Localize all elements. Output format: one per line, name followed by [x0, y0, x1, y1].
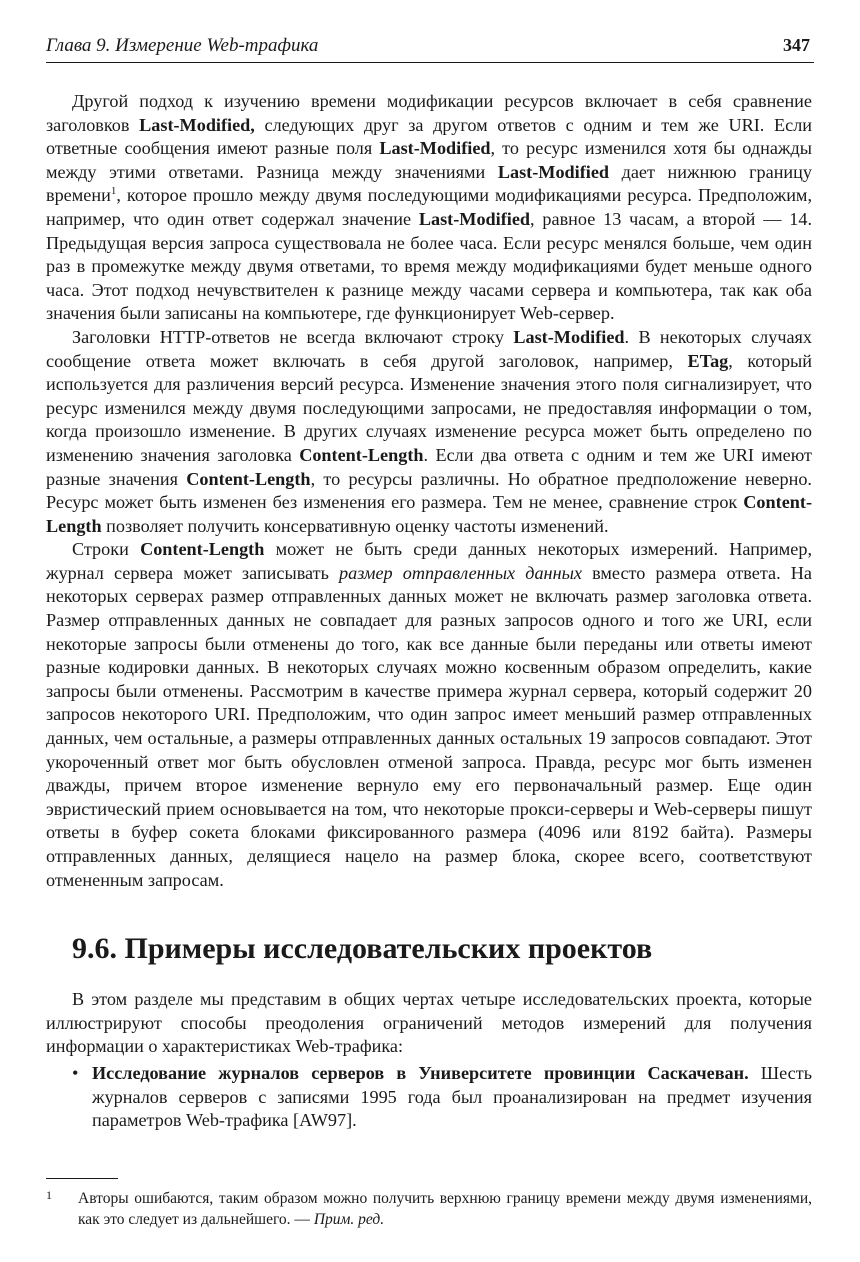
paragraph-http-headers: Заголовки HTTP-ответов не всегда включают строку Last-Modified. В некоторых случаях сообщение ответа может включать в себя другой заголовок, например, ETag, который используется для различения версий ресурса. Изменение значения этого поля сигнализирует, что ресурс изменился между двумя последующими запросами, не предоставляя информации о том, когда произошло изменение. В других случаях изменение ресурса может быть определено по изменению значения заголовка Content-Length. Если два ответа с одним и тем же URI имеют разные значения Content-Length, то ресурсы различны. Но обратное предположение неверно. Ресурс может быть изменен без изменения его размера. Тем не менее, сравнение строк Content-Length позволяет получить консервативную оценку частоты изменений.	[46, 326, 813, 536]
term-sent-size: размер отправленных данных	[339, 562, 582, 583]
list-item	[46, 1062, 812, 1133]
footnote-divider	[46, 1178, 118, 1179]
footnote-mark: 1	[46, 1188, 52, 1202]
footnote-reference: 1	[110, 185, 117, 198]
bullet-icon: •	[72, 1062, 79, 1083]
footnote	[46, 1188, 812, 1230]
bullet-title: Исследование журналов серверов в Университете провинции Саскачеван.	[92, 1062, 749, 1083]
term-last-modified: Last-Modified	[418, 208, 531, 229]
term-last-modified: Last-Modified,	[139, 114, 255, 135]
paragraph-content-length: Строки Content-Length может не быть среди данных некоторых измерений. Например, журнал сервера может записывать размер отправленных данных вместо размера ответа. На некоторых серверах размер отправленных данных может не включать размер заголовка ответа. Размер отправленных данных не совпадает для разных запросов одного и того же URI, если некоторые запросы были отменены до того, как все данные были переданы или ответы имеют разные кодировки данных. В некоторых случаях можно косвенным образом определить, какие запросы были отменены. Рассмотрим в качестве примера журнал сервера, который содержит 20 запросов некоторого URI. Предположим, что один запрос имеет меньший размер отправленных данных, чем остальные, а размеры отправленных данных остальных 19 запросов совпадают. Этот укороченный ответ мог быть обусловлен отменой запроса. Правда, ресурс мог быть изменен дважды, причем второе изменение вернуло ему его первоначальный размер. Еще один эвристический прием основывается на том, что некоторые прокси-серверы и Web-серверы пишут ответы в буфер сокета блоками фиксированного размера (4096 или 8192 байта). Размеры отправленных данных, делящиеся нацело на размер блока, скорее всего, соответствуют отмененным запросам.	[46, 539, 813, 890]
chapter-title: Глава 9. Измерение Web-трафика	[46, 35, 319, 56]
section-heading: 9.6. Примеры исследовательских проектов	[72, 932, 653, 966]
term-last-modified: Last-Modified	[497, 161, 610, 182]
footnote-text: Авторы ошибаются, таким образом можно получить верхнюю границу времени между двумя изменениями, как это следует из дальнейшего. —	[78, 1190, 812, 1228]
term-etag: ETag	[687, 350, 729, 371]
paragraph-last-modified: Другой подход к изучению времени модификации ресурсов включает в себя сравнение заголовков Last-Modified, следующих друг за другом ответов с одним и тем же URI. Если ответные сообщения имеют разные поля Last-Modified, то ресурс изменился хотя бы однажды между этими ответами. Разница между значениями Last-Modified дает нижнюю границу времени$^1$, которое прошло между двумя последующими модификациями ресурса. Предположим, например, что один ответ содержал значение Last-Modified, равное 13 часам, а второй — 14. Предыдущая версия запроса существовала не более часа. Если ресурс менялся больше, чем один раз в промежутке между двумя ответами, то время между модификациями будет меньше одного часа. Этот подход нечувствителен к разнице между часами сервера и компьютера, так как оба значения были записаны на компьютере, где функционирует Web-сервер.	[46, 91, 813, 324]
term-last-modified: Last-Modified	[379, 138, 491, 159]
term-content-length: Content-Length	[140, 539, 265, 560]
bullet-text: Шесть журналов серверов с записями 1995 года был проанализирован на предмет изучения параметров Web-трафика [AW97].	[92, 1062, 812, 1131]
page-number: 347	[783, 35, 810, 55]
term-content-length: Content-Length	[299, 444, 424, 465]
page-body	[46, 90, 812, 1133]
term-content-length: Content-Length	[186, 468, 311, 489]
term-content-length: Content-Length	[46, 492, 812, 536]
term-last-modified: Last-Modified	[513, 326, 625, 347]
running-header	[46, 30, 814, 63]
editor-note: Прим. ред.	[313, 1211, 385, 1228]
section-intro: В этом разделе мы представим в общих чертах четыре исследовательских проекта, которые иллюстрируют способы преодоления ограничений методов измерений для получения информации о характеристиках Web-трафика:	[46, 989, 812, 1057]
